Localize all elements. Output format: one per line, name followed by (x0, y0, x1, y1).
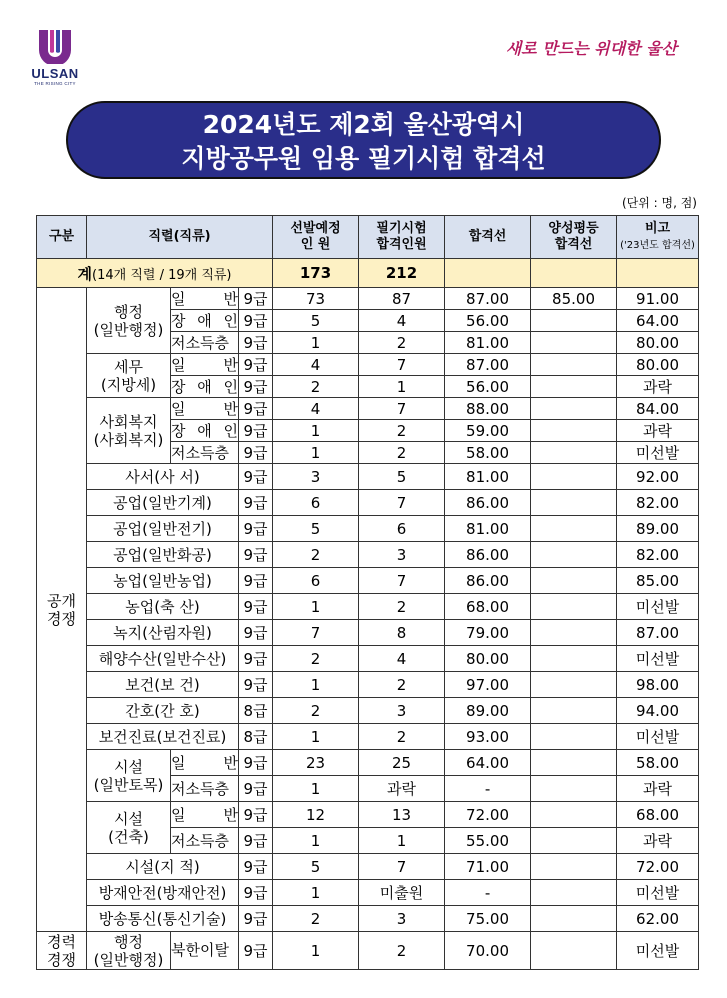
grade: 9급 (239, 568, 273, 594)
position-name: 방재안전(방재안전) (87, 880, 239, 906)
total-planned: 173 (273, 259, 359, 288)
equality-cutoff (531, 776, 617, 802)
position-name: 사서(사 서) (87, 464, 239, 490)
total-passed: 212 (359, 259, 445, 288)
planned-count: 7 (273, 620, 359, 646)
position-group: 시설 (건축) (87, 802, 171, 854)
ulsan-logo (22, 28, 88, 86)
equality-cutoff (531, 310, 617, 332)
equality-cutoff (531, 398, 617, 420)
cutoff-score: 58.00 (445, 442, 531, 464)
previous-cutoff: 미선발 (617, 442, 699, 464)
planned-count: 1 (273, 828, 359, 854)
cutoff-score: 55.00 (445, 828, 531, 854)
position-group: 행정 (일반행정) (87, 288, 171, 354)
header-passed: 필기시험 합격인원 (359, 216, 445, 259)
equality-cutoff: 85.00 (531, 288, 617, 310)
table-row (37, 464, 699, 490)
planned-count: 23 (273, 750, 359, 776)
planned-count: 1 (273, 932, 359, 970)
cutoff-score: 75.00 (445, 906, 531, 932)
grade: 9급 (239, 620, 273, 646)
position-name: 녹지(산림자원) (87, 620, 239, 646)
header-category: 구분 (37, 216, 87, 259)
table-row (37, 750, 699, 776)
table-row (37, 288, 699, 310)
previous-cutoff: 98.00 (617, 672, 699, 698)
open-competition-label: 공개 경쟁 (37, 288, 87, 932)
equality-cutoff (531, 646, 617, 672)
equality-cutoff (531, 332, 617, 354)
equality-cutoff (531, 490, 617, 516)
slogan: 새로 만드는 위대한 울산 (505, 39, 677, 58)
table-row (37, 594, 699, 620)
previous-cutoff: 과락 (617, 828, 699, 854)
previous-cutoff: 64.00 (617, 310, 699, 332)
grade: 9급 (239, 594, 273, 620)
total-row (37, 259, 699, 288)
position-group: 세무 (지방세) (87, 354, 171, 398)
equality-cutoff (531, 354, 617, 376)
equality-cutoff (531, 420, 617, 442)
position-group: 시설 (일반토목) (87, 750, 171, 802)
grade: 9급 (239, 442, 273, 464)
ulsan-u-icon (35, 28, 75, 64)
passed-count: 2 (359, 932, 445, 970)
table-row (37, 354, 699, 376)
passed-count: 2 (359, 594, 445, 620)
position-subtype: 장 애 인 (171, 420, 239, 442)
planned-count: 1 (273, 880, 359, 906)
table-row (37, 516, 699, 542)
equality-cutoff (531, 594, 617, 620)
planned-count: 73 (273, 288, 359, 310)
table-row (37, 854, 699, 880)
cutoff-score: 86.00 (445, 490, 531, 516)
equality-cutoff (531, 854, 617, 880)
passed-count: 7 (359, 568, 445, 594)
passed-count: 87 (359, 288, 445, 310)
passed-count: 7 (359, 354, 445, 376)
position-subtype: 일 반 (171, 354, 239, 376)
cutoff-score: 81.00 (445, 464, 531, 490)
cutoff-score: 81.00 (445, 516, 531, 542)
equality-cutoff (531, 376, 617, 398)
grade: 9급 (239, 376, 273, 398)
position-subtype: 일 반 (171, 802, 239, 828)
cutoff-score: 97.00 (445, 672, 531, 698)
previous-cutoff: 91.00 (617, 288, 699, 310)
cutoff-score: 87.00 (445, 288, 531, 310)
planned-count: 2 (273, 646, 359, 672)
cutoff-score: 87.00 (445, 354, 531, 376)
grade: 9급 (239, 464, 273, 490)
planned-count: 6 (273, 490, 359, 516)
previous-cutoff: 62.00 (617, 906, 699, 932)
table-row (37, 542, 699, 568)
grade: 9급 (239, 516, 273, 542)
position-name: 간호(간 호) (87, 698, 239, 724)
planned-count: 1 (273, 420, 359, 442)
header-equality: 양성평등 합격선 (531, 216, 617, 259)
position-subtype: 장 애 인 (171, 310, 239, 332)
cutoff-score: 86.00 (445, 542, 531, 568)
equality-cutoff (531, 724, 617, 750)
table-row (37, 724, 699, 750)
passed-count: 2 (359, 672, 445, 698)
table-row (37, 906, 699, 932)
passed-count: 2 (359, 724, 445, 750)
passed-count: 4 (359, 646, 445, 672)
planned-count: 1 (273, 724, 359, 750)
planned-count: 1 (273, 332, 359, 354)
title-line-2: 지방공무원 임용 필기시험 합격선 (181, 144, 546, 173)
equality-cutoff (531, 620, 617, 646)
cutoff-score: 64.00 (445, 750, 531, 776)
previous-cutoff: 92.00 (617, 464, 699, 490)
grade: 9급 (239, 354, 273, 376)
table-row (37, 398, 699, 420)
position-subtype: 저소득층 (171, 828, 239, 854)
planned-count: 2 (273, 698, 359, 724)
grade: 9급 (239, 776, 273, 802)
previous-cutoff: 72.00 (617, 854, 699, 880)
equality-cutoff (531, 802, 617, 828)
cutoff-score: 56.00 (445, 376, 531, 398)
cutoff-score: 72.00 (445, 802, 531, 828)
position-name: 공업(일반전기) (87, 516, 239, 542)
previous-cutoff: 89.00 (617, 516, 699, 542)
position-name: 방송통신(통신기술) (87, 906, 239, 932)
position-group: 사회복지 (사회복지) (87, 398, 171, 464)
previous-cutoff: 미선발 (617, 724, 699, 750)
passed-count: 미출원 (359, 880, 445, 906)
planned-count: 1 (273, 442, 359, 464)
grade: 9급 (239, 646, 273, 672)
previous-cutoff: 94.00 (617, 698, 699, 724)
table-row (37, 880, 699, 906)
header-cutoff: 합격선 (445, 216, 531, 259)
passed-count: 3 (359, 542, 445, 568)
passed-count: 과락 (359, 776, 445, 802)
equality-cutoff (531, 542, 617, 568)
previous-cutoff: 58.00 (617, 750, 699, 776)
position-name: 보건(보 건) (87, 672, 239, 698)
table-header-row (37, 216, 699, 259)
grade: 9급 (239, 672, 273, 698)
grade: 8급 (239, 698, 273, 724)
cutoff-score: 70.00 (445, 932, 531, 970)
previous-cutoff: 미선발 (617, 594, 699, 620)
cutoff-score: 56.00 (445, 310, 531, 332)
grade: 9급 (239, 490, 273, 516)
cutoff-score: 71.00 (445, 854, 531, 880)
position-name: 시설(지 적) (87, 854, 239, 880)
position-name: 공업(일반화공) (87, 542, 239, 568)
passed-count: 3 (359, 698, 445, 724)
passed-count: 25 (359, 750, 445, 776)
passed-count: 7 (359, 398, 445, 420)
planned-count: 5 (273, 310, 359, 332)
grade: 9급 (239, 750, 273, 776)
equality-cutoff (531, 880, 617, 906)
previous-cutoff: 82.00 (617, 490, 699, 516)
previous-cutoff: 미선발 (617, 646, 699, 672)
career-competition-label: 경력 경쟁 (37, 932, 87, 970)
position-subtype: 북한이탈 (171, 932, 239, 970)
planned-count: 4 (273, 354, 359, 376)
logo-subtitle: THE RISING CITY (34, 81, 76, 86)
previous-cutoff: 과락 (617, 376, 699, 398)
equality-cutoff (531, 906, 617, 932)
previous-cutoff: 82.00 (617, 542, 699, 568)
table-row (37, 568, 699, 594)
position-name: 보건진료(보건진료) (87, 724, 239, 750)
equality-cutoff (531, 750, 617, 776)
previous-cutoff: 87.00 (617, 620, 699, 646)
position-name: 농업(축 산) (87, 594, 239, 620)
planned-count: 5 (273, 516, 359, 542)
equality-cutoff (531, 568, 617, 594)
position-subtype: 저소득층 (171, 332, 239, 354)
grade: 9급 (239, 310, 273, 332)
passed-count: 13 (359, 802, 445, 828)
cutoff-score: 68.00 (445, 594, 531, 620)
planned-count: 1 (273, 672, 359, 698)
table-row (37, 490, 699, 516)
equality-cutoff (531, 932, 617, 970)
passed-count: 2 (359, 442, 445, 464)
position-name: 해양수산(일반수산) (87, 646, 239, 672)
equality-cutoff (531, 464, 617, 490)
unit-label: (단위 : 명, 점) (621, 196, 697, 210)
position-subtype: 장 애 인 (171, 376, 239, 398)
planned-count: 12 (273, 802, 359, 828)
table-row (37, 672, 699, 698)
header-note: 비고 ('23년도 합격선) (617, 216, 699, 259)
passed-count: 1 (359, 376, 445, 398)
previous-cutoff: 84.00 (617, 398, 699, 420)
planned-count: 4 (273, 398, 359, 420)
header-position: 직렬(직류) (87, 216, 273, 259)
passed-count: 8 (359, 620, 445, 646)
position-subtype: 일 반 (171, 750, 239, 776)
passed-count: 4 (359, 310, 445, 332)
grade: 9급 (239, 932, 273, 970)
grade: 9급 (239, 854, 273, 880)
position-name: 공업(일반기계) (87, 490, 239, 516)
cutoff-score: 80.00 (445, 646, 531, 672)
previous-cutoff: 80.00 (617, 354, 699, 376)
planned-count: 6 (273, 568, 359, 594)
position-subtype: 저소득층 (171, 776, 239, 802)
cutoff-score: 81.00 (445, 332, 531, 354)
table-row (37, 646, 699, 672)
total-label: 계(14개 직렬 / 19개 직류) (37, 259, 273, 288)
position-group: 행정 (일반행정) (87, 932, 171, 970)
grade: 9급 (239, 906, 273, 932)
table-row (37, 932, 699, 970)
position-subtype: 일 반 (171, 398, 239, 420)
previous-cutoff: 68.00 (617, 802, 699, 828)
position-name: 농업(일반농업) (87, 568, 239, 594)
grade: 9급 (239, 332, 273, 354)
equality-cutoff (531, 698, 617, 724)
grade: 9급 (239, 398, 273, 420)
planned-count: 2 (273, 906, 359, 932)
grade: 9급 (239, 288, 273, 310)
logo-name: ULSAN (31, 66, 79, 81)
table-row (37, 802, 699, 828)
equality-cutoff (531, 828, 617, 854)
equality-cutoff (531, 516, 617, 542)
passed-count: 2 (359, 420, 445, 442)
passed-count: 6 (359, 516, 445, 542)
previous-cutoff: 과락 (617, 776, 699, 802)
previous-cutoff: 80.00 (617, 332, 699, 354)
equality-cutoff (531, 442, 617, 464)
previous-cutoff: 85.00 (617, 568, 699, 594)
passed-count: 7 (359, 490, 445, 516)
table-row (37, 620, 699, 646)
position-subtype: 저소득층 (171, 442, 239, 464)
position-subtype: 일 반 (171, 288, 239, 310)
cutoff-score: 93.00 (445, 724, 531, 750)
planned-count: 1 (273, 776, 359, 802)
grade: 9급 (239, 542, 273, 568)
equality-cutoff (531, 672, 617, 698)
planned-count: 1 (273, 594, 359, 620)
cutoff-score: 89.00 (445, 698, 531, 724)
passed-count: 3 (359, 906, 445, 932)
planned-count: 2 (273, 376, 359, 398)
planned-count: 3 (273, 464, 359, 490)
grade: 9급 (239, 420, 273, 442)
previous-cutoff: 미선발 (617, 880, 699, 906)
cutoff-score: 79.00 (445, 620, 531, 646)
passed-count: 5 (359, 464, 445, 490)
grade: 9급 (239, 802, 273, 828)
passed-count: 1 (359, 828, 445, 854)
passed-count: 2 (359, 332, 445, 354)
grade: 9급 (239, 880, 273, 906)
grade: 8급 (239, 724, 273, 750)
table-row (37, 698, 699, 724)
planned-count: 5 (273, 854, 359, 880)
planned-count: 2 (273, 542, 359, 568)
cutoff-score: 86.00 (445, 568, 531, 594)
results-table (36, 215, 699, 970)
passed-count: 7 (359, 854, 445, 880)
grade: 9급 (239, 828, 273, 854)
previous-cutoff: 과락 (617, 420, 699, 442)
title-line-1: 2024년도 제2회 울산광역시 (202, 110, 525, 139)
previous-cutoff: 미선발 (617, 932, 699, 970)
cutoff-score: 88.00 (445, 398, 531, 420)
cutoff-score: - (445, 880, 531, 906)
cutoff-score: - (445, 776, 531, 802)
header-planned: 선발예정 인 원 (273, 216, 359, 259)
cutoff-score: 59.00 (445, 420, 531, 442)
page-title (66, 101, 661, 179)
